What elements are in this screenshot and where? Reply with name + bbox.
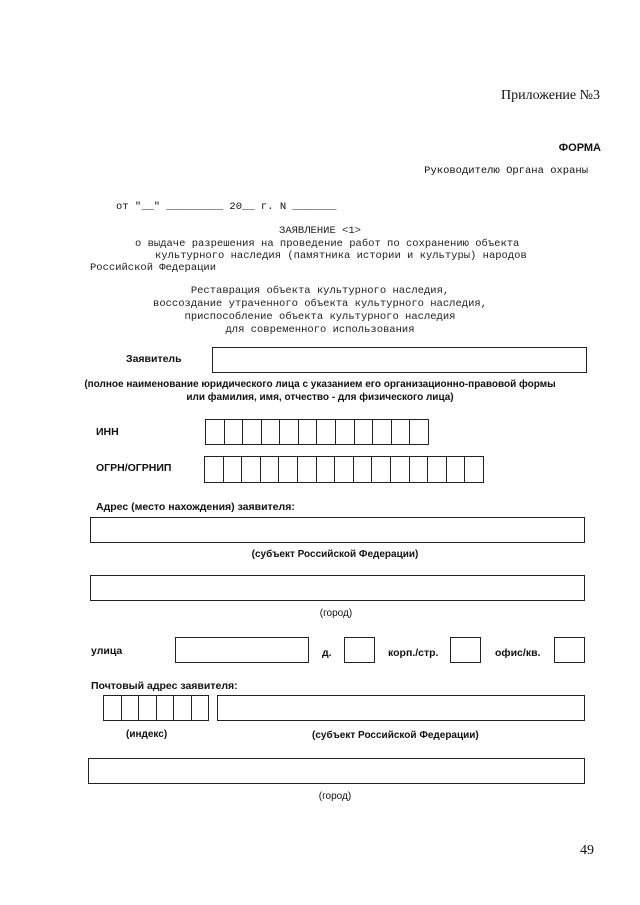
house-field[interactable] (344, 637, 375, 663)
address-city-field[interactable] (90, 575, 585, 601)
building-label: корп./стр. (388, 647, 439, 659)
page-number: 49 (580, 843, 594, 858)
postal-label: Почтовый адрес заявителя: (91, 680, 238, 692)
postal-city-caption: (город) (318, 791, 352, 802)
postal-index-caption: (индекс) (126, 729, 168, 740)
form-label: ФОРМА (558, 142, 601, 154)
ogrn-label: ОГРН/ОГРНИП (96, 462, 172, 474)
inn-field[interactable] (205, 419, 429, 445)
address-city-caption: (город) (319, 608, 353, 619)
postal-index-field[interactable] (103, 695, 209, 721)
ogrn-field[interactable] (204, 456, 484, 483)
building-field[interactable] (450, 637, 481, 663)
house-label: д. (322, 647, 332, 659)
statement-line-2: культурного наследия (памятника истории и культуры) народов (155, 250, 527, 262)
statement-line-1: о выдаче разрешения на проведение работ по сохранению объекта (135, 238, 520, 250)
statement-line-3: Российской Федерации (90, 262, 217, 274)
statement-title: ЗАЯВЛЕНИЕ <1> (279, 225, 361, 237)
date-line: от "__" _________ 20__ г. N _______ (116, 201, 337, 213)
appendix-number: Приложение №3 (501, 88, 600, 103)
works-line-3: приспособление объекта культурного наследия (184, 311, 456, 323)
addressee: Руководителю Органа охраны (424, 165, 588, 177)
works-line-2: воссоздание утраченного объекта культурного наследия, (153, 298, 487, 310)
office-field[interactable] (554, 637, 585, 663)
office-label: офис/кв. (495, 647, 541, 659)
applicant-note-line-2: или фамилия, имя, отчество - для физического лица) (186, 392, 454, 403)
postal-city-field[interactable] (88, 758, 585, 784)
address-label: Адрес (место нахождения) заявителя: (96, 501, 295, 513)
applicant-name-field[interactable] (212, 347, 587, 373)
street-field[interactable] (175, 637, 309, 663)
address-subject-caption: (субъект Российской Федерации) (251, 549, 419, 560)
works-line-1: Реставрация объекта культурного наследия, (190, 285, 450, 297)
inn-label: ИНН (96, 426, 119, 438)
street-label: улица (91, 645, 123, 657)
postal-subject-field[interactable] (217, 695, 585, 721)
applicant-label: Заявитель (126, 353, 182, 365)
address-subject-field[interactable] (90, 517, 585, 543)
works-line-4: для современного использования (225, 324, 415, 336)
applicant-note-line-1: (полное наименование юридического лица с указанием его организационно-правовой формы (84, 379, 556, 390)
postal-subject-caption: (субъект Российской Федерации) (312, 730, 479, 741)
